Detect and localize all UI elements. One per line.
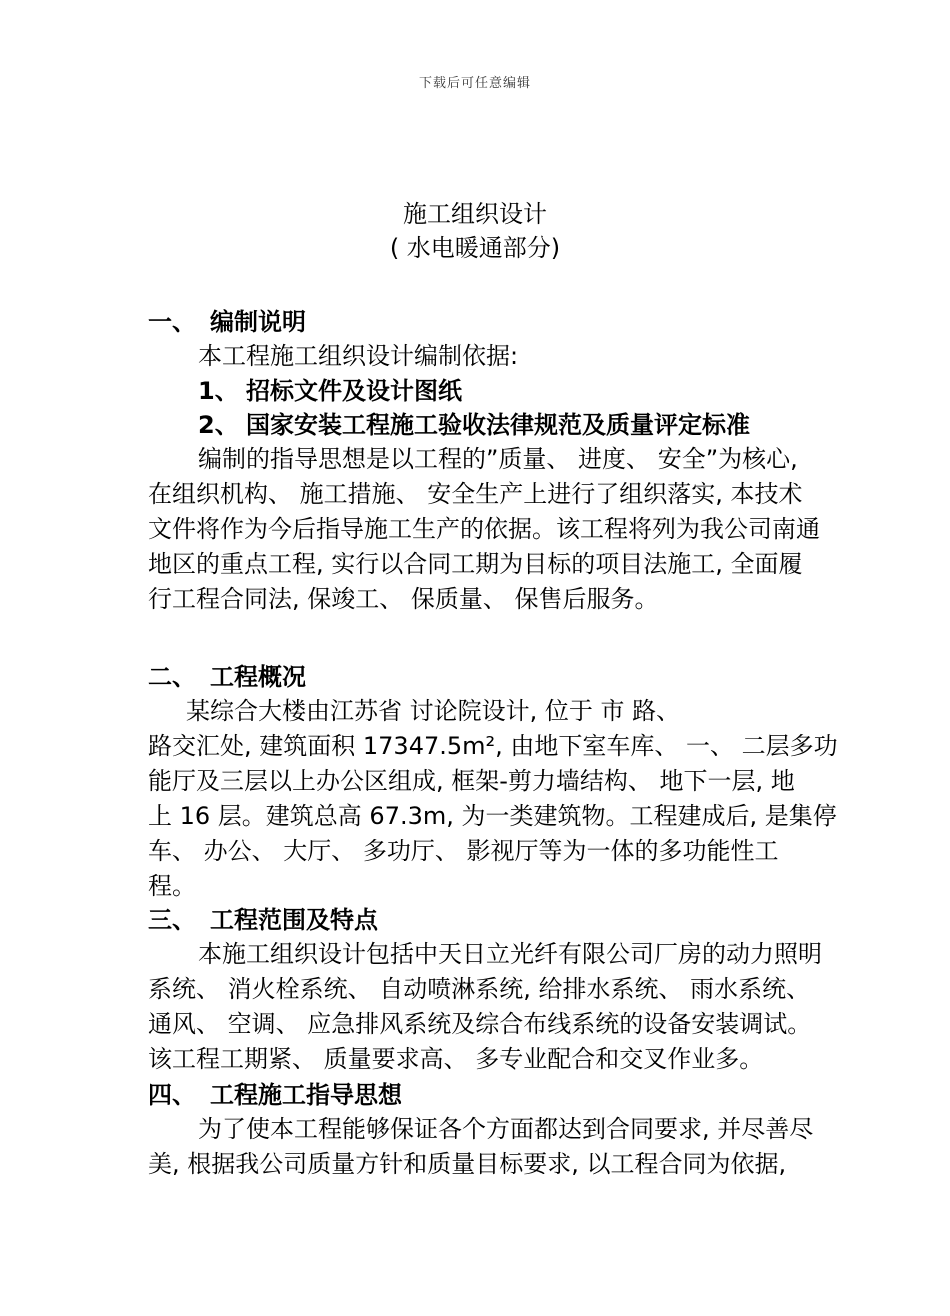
section-4 xyxy=(148,1078,862,1182)
paragraph-line: 地区的重点工程, 实行以合同工期为目标的项目法施工, 全面履 xyxy=(148,550,803,578)
list-item-text: 国家安装工程施工验收法律规范及质量评定标准 xyxy=(246,411,750,439)
paragraph-line: 系统、 消火栓系统、 自动喷淋系统, 给排水系统、 雨水系统、 xyxy=(148,975,811,1003)
list-item xyxy=(148,408,862,442)
paragraph-line: 程。 xyxy=(148,872,196,900)
list-item-number: 2、 xyxy=(198,411,239,439)
section-3 xyxy=(148,903,862,1077)
list-item xyxy=(148,374,862,408)
document-title: 施工组织设计 xyxy=(403,200,547,228)
paragraph-line: 本施工组织设计包括中天日立光纤有限公司厂房的动力照明 xyxy=(198,940,822,968)
paragraph-line: 能厅及三层以上办公区组成, 框架-剪力墙结构、 地下一层, 地 xyxy=(148,767,795,795)
section-1 xyxy=(148,305,862,617)
paragraph-line: 路交汇处, 建筑面积 17347.5m², 由地下室车库、 一、 二层多功 xyxy=(148,732,838,760)
paragraph-line: 文件将作为今后指导施工生产的依据。该工程将列为我公司南通 xyxy=(148,515,820,543)
paragraph-line: 该工程工期紧、 质量要求高、 多专业配合和交叉作业多。 xyxy=(148,1045,764,1073)
paragraph-line: 行工程合同法, 保竣工、 保质量、 保售后服务。 xyxy=(148,585,659,613)
paragraph-line: 编制的指导思想是以工程的”质量、 进度、 安全”为核心, xyxy=(198,445,798,473)
section-number: 三、 xyxy=(148,906,196,934)
section-title: 工程范围及特点 xyxy=(210,906,378,934)
paragraph-line: 通风、 空调、 应急排风系统及综合布线系统的设备安装调试。 xyxy=(148,1010,812,1038)
section-heading xyxy=(148,305,862,339)
paragraph-line: 美, 根据我公司质量方针和质量目标要求, 以工程合同为依据, xyxy=(148,1150,787,1178)
header-note: 下载后可任意编辑 xyxy=(418,76,531,91)
section-number: 一、 xyxy=(148,308,196,336)
list-item-text: 招标文件及设计图纸 xyxy=(246,377,462,405)
paragraph-line: 车、 办公、 大厅、 多功厅、 影视厅等为一体的多功能性工 xyxy=(148,837,779,865)
section-number: 二、 xyxy=(148,663,196,691)
section-title: 工程施工指导思想 xyxy=(210,1081,402,1109)
list-item-number: 1、 xyxy=(198,377,239,405)
intro-line: 本工程施工组织设计编制依据: xyxy=(198,342,519,370)
section-2 xyxy=(148,660,862,904)
paragraph-line: 为了使本工程能够保证各个方面都达到合同要求, 并尽善尽 xyxy=(198,1115,814,1143)
section-heading xyxy=(148,903,862,937)
paragraph-line: 在组织机构、 施工措施、 安全生产上进行了组织落实, 本技术 xyxy=(148,480,803,508)
paragraph-line: 某综合大楼由江苏省 讨论院设计, 位于 市 路、 xyxy=(186,697,681,725)
section-heading xyxy=(148,660,862,694)
section-heading xyxy=(148,1078,862,1112)
section-title: 编制说明 xyxy=(210,308,306,336)
section-title: 工程概况 xyxy=(210,663,306,691)
section-number: 四、 xyxy=(148,1081,196,1109)
paragraph-line: 上 16 层。建筑总高 67.3m, 为一类建筑物。工程建成后, 是集停 xyxy=(148,802,837,830)
document-subtitle: ( 水电暖通部分) xyxy=(389,234,561,262)
